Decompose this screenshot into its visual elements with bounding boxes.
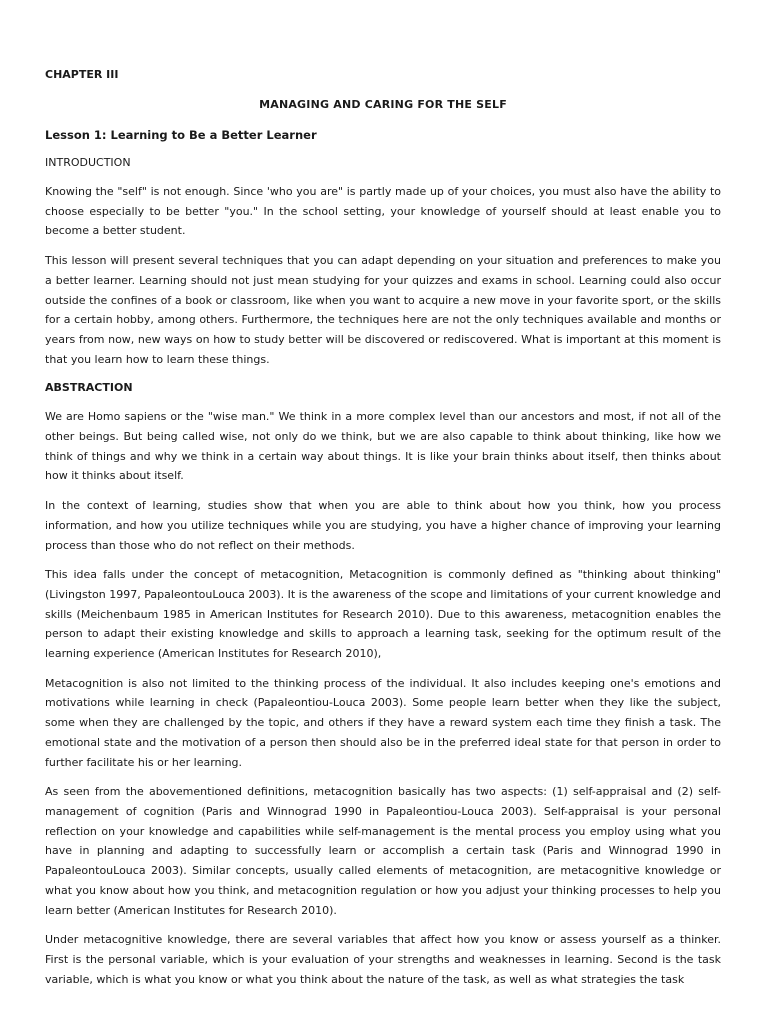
introduction-heading: INTRODUCTION	[45, 156, 131, 169]
lesson-heading: Lesson 1: Learning to Be a Better Learner	[45, 128, 317, 142]
intro-paragraph: This lesson will present several techniques that you can adapt depending on your situation and preferences to make you a better learner. Learning should not just mean studying for your quizzes and exams in school. Learning could also occur outside the confines of a book or classroom, like when you want to acquire a new move in your favorite sport, or the skills for a certain hobby, among others. Furthermore, the techniques here are not the only techniques available and months or years from now, new ways on how to study better will be discovered or rediscovered. What is important at this moment is that you learn how to learn these things.	[45, 254, 721, 366]
chapter-heading: CHAPTER III	[45, 68, 119, 81]
abstraction-paragraph: This idea falls under the concept of metacognition, Metacognition is commonly defined as "thinking about thinking" (Livingston 1997, PapaleontouLouca 2003). It is the awareness of the scope and limitations of your current knowledge and skills (Meichenbaum 1985 in American Institutes for Research 2010). Due to this awareness, metacognition enables the person to adapt their existing knowledge and skills to approach a learning task, seeking for the optimum result of the learning experience (American Institutes for Research 2010),	[45, 568, 721, 661]
abstraction-heading: ABSTRACTION	[45, 381, 133, 395]
abstraction-paragraph: As seen from the abovementioned definitions, metacognition basically has two aspects: (1) self-appraisal and (2) self-management of cognition (Paris and Winnograd 1990 in Papaleontiou-Louca 2003). Self-appraisal is your personal reflection on your knowledge and capabilities while self-management is the mental process you employ using what you have in planning and adapting to successfully learn or accomplish a certain task (Paris and Winnograd 1990 in PapaleontouLouca 2003). Similar concepts, usually called elements of metacognition, are metacognitive knowledge or what you know about how you think, and metacognition regulation or how you adjust your thinking processes to help you learn better (American Institutes for Research 2010).	[45, 785, 721, 917]
abstraction-paragraph: Metacognition is also not limited to the thinking process of the individual. It also includes keeping one's emotions and motivations while learning in check (Papaleontiou-Louca 2003). Some people learn better when they like the subject, some when they are challenged by the topic, and others if they have a reward system each time they finish a task. The emotional state and the motivation of a person then should also be in the preferred ideal state for that person in order to further facilitate his or her learning.	[45, 676, 721, 769]
abstraction-paragraph: In the context of learning, studies show that when you are able to think about how you think, how you process information, and how you utilize techniques while you are studying, you have a higher chance of improving your learning process than those who do not reflect on their methods.	[45, 499, 721, 552]
document-page	[45, 66, 721, 989]
abstraction-paragraph: Under metacognitive knowledge, there are several variables that affect how you know or assess yourself as a thinker. First is the personal variable, which is your evaluation of your strengths and weaknesses in learning. Second is the task variable, which is what you know or what you think about the nature of the task, as well as what strategies the task	[45, 933, 721, 986]
intro-paragraph: Knowing the "self" is not enough. Since 'who you are" is partly made up of your choices, you must also have the ability to choose especially to be better "you." In the school setting, your knowledge of yourself should at least enable you to become a better student.	[45, 185, 721, 238]
chapter-title: MANAGING AND CARING FOR THE SELF	[259, 98, 507, 111]
abstraction-paragraph: We are Homo sapiens or the "wise man." We think in a more complex level than our ancestors and most, if not all of the other beings. But being called wise, not only do we think, but we are also capable to think about thinking, like how we think of things and why we think in a certain way about things. It is like your brain thinks about itself, then thinks about how it thinks about itself.	[45, 410, 721, 483]
